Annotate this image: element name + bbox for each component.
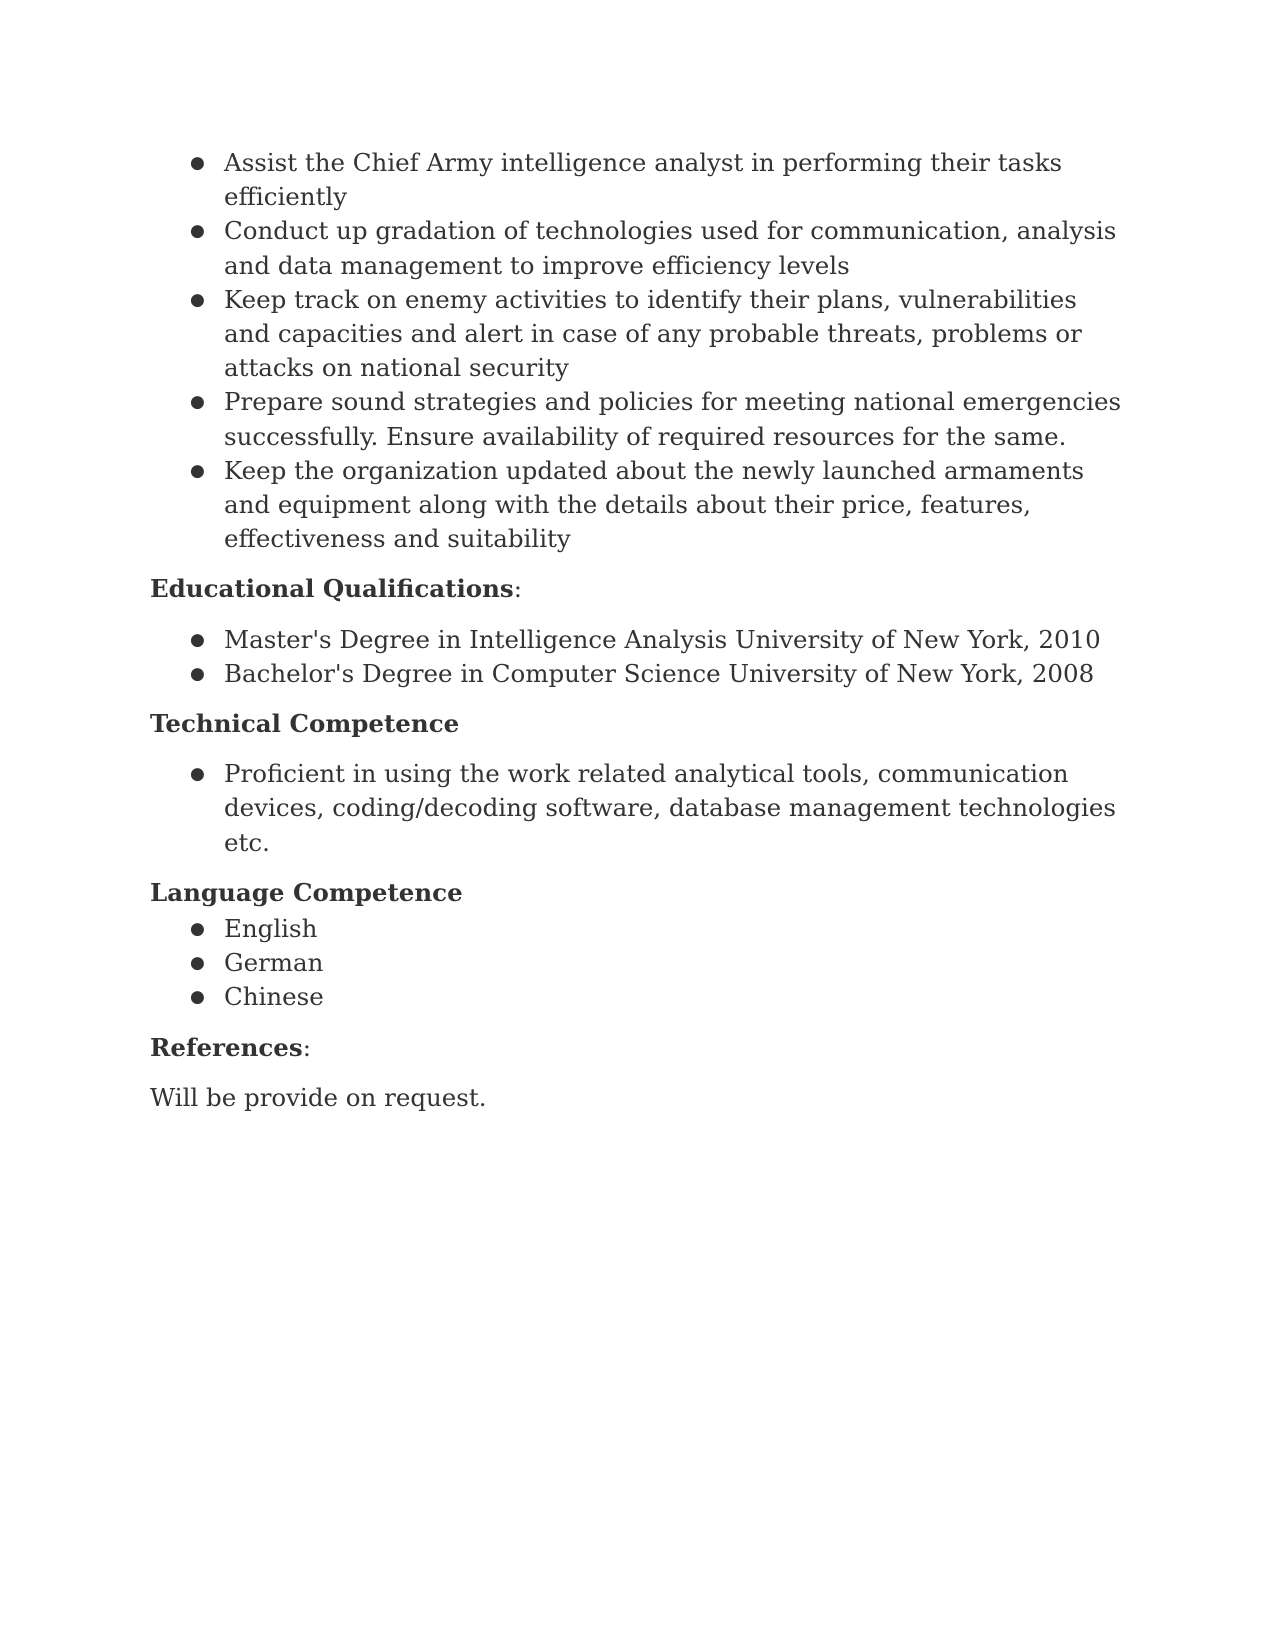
responsibility-text: Keep the organization updated about the newly launched armaments and equipment along with the details about their price, features, effectiveness and suitability xyxy=(224,455,1085,554)
references-heading xyxy=(150,1031,1130,1065)
bullet-icon: ● xyxy=(190,460,205,481)
list-item xyxy=(150,912,1130,946)
bullet-icon: ● xyxy=(190,221,205,242)
list-item xyxy=(150,757,1130,860)
references-heading-text: References xyxy=(150,1032,303,1062)
responsibility-text: Prepare sound strategies and policies for meeting national emergencies successfully. Ensure availability of required resources for the same. xyxy=(224,387,1122,451)
list-item xyxy=(150,214,1130,282)
bullet-icon: ● xyxy=(190,663,205,684)
technical-item-text: Proficient in using the work related analytical tools, communication devices, coding/decoding software, database management technologies etc. xyxy=(224,759,1116,857)
bullet-icon: ● xyxy=(190,919,205,940)
list-item xyxy=(150,946,1130,980)
bullet-icon: ● xyxy=(190,289,205,310)
bullet-icon: ● xyxy=(190,764,205,785)
list-item xyxy=(150,623,1130,657)
list-item xyxy=(150,657,1130,691)
language-item-text: English xyxy=(224,914,318,944)
list-item xyxy=(150,980,1130,1014)
list-item xyxy=(150,283,1130,386)
bullet-icon: ● xyxy=(190,953,205,974)
education-list xyxy=(150,623,1130,691)
list-item xyxy=(150,146,1130,214)
resume-page xyxy=(150,146,1130,1115)
responsibility-text: Conduct up gradation of technologies used for communication, analysis and data management to improve efficiency levels xyxy=(224,216,1117,280)
responsibility-text: Assist the Chief Army intelligence analyst in performing their tasks efficiently xyxy=(224,148,1063,212)
education-heading xyxy=(150,572,1130,606)
references-text: Will be provide on request. xyxy=(150,1082,487,1112)
language-heading: Language Competence xyxy=(150,877,463,907)
education-item-text: Bachelor's Degree in Computer Science University of New York, 2008 xyxy=(224,658,1095,688)
bullet-icon: ● xyxy=(190,153,205,173)
technical-list xyxy=(150,757,1130,860)
education-item-text: Master's Degree in Intelligence Analysis University of New York, 2010 xyxy=(224,624,1101,654)
language-item-text: German xyxy=(224,948,324,978)
education-heading-colon: : xyxy=(513,574,522,604)
responsibilities-list xyxy=(150,146,1130,556)
bullet-icon: ● xyxy=(190,629,205,650)
education-heading-text: Educational Qualifications xyxy=(150,574,514,604)
language-list xyxy=(150,912,1130,1015)
technical-heading: Technical Competence xyxy=(150,709,460,739)
bullet-icon: ● xyxy=(190,987,205,1008)
language-item-text: Chinese xyxy=(224,982,324,1012)
list-item xyxy=(150,385,1130,453)
list-item xyxy=(150,454,1130,557)
responsibility-text: Keep track on enemy activities to identify their plans, vulnerabilities and capacities and alert in case of any probable threats, problems or attacks on national security xyxy=(224,284,1082,383)
references-heading-colon: : xyxy=(302,1032,311,1062)
bullet-icon: ● xyxy=(190,392,205,413)
